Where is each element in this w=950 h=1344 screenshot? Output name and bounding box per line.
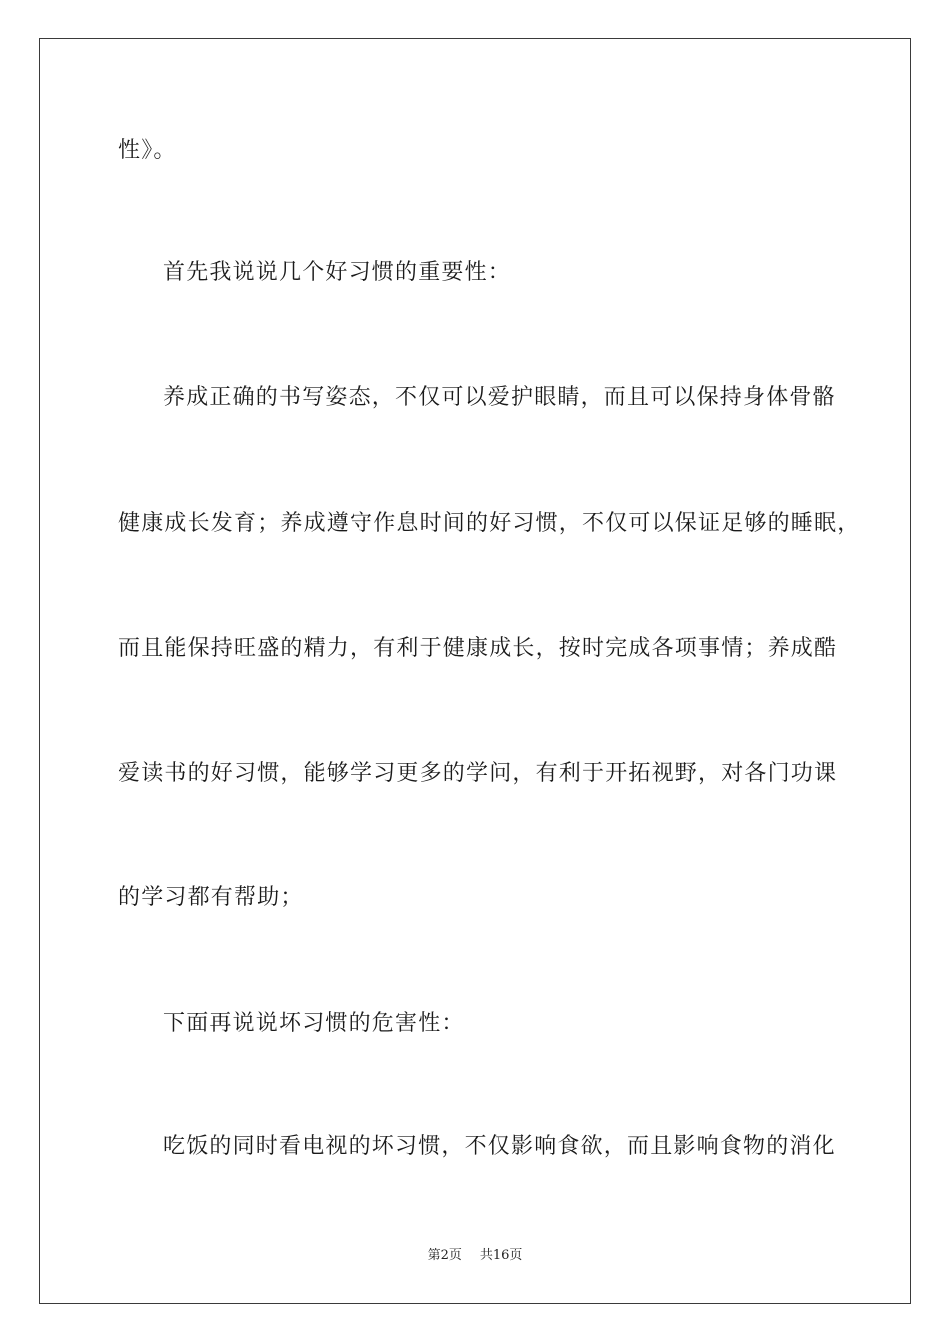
paragraph-line: 养成正确的书写姿态，不仅可以爱护眼睛，而且可以保持身体骨骼 bbox=[163, 385, 836, 410]
paragraph-line: 首先我说说几个好习惯的重要性： bbox=[163, 260, 512, 285]
page-number: 第2页 bbox=[427, 1248, 462, 1263]
page-border bbox=[39, 38, 911, 1304]
paragraph-line: 爱读书的好习惯，能够学习更多的学问，有利于开拓视野，对各门功课 bbox=[118, 761, 838, 786]
page-footer bbox=[0, 1247, 950, 1265]
paragraph-line: 吃饭的同时看电视的坏习惯，不仅影响食欲，而且影响食物的消化 bbox=[163, 1134, 836, 1159]
paragraph-line: 性》。 bbox=[118, 138, 177, 163]
paragraph-line: 下面再说说坏习惯的危害性： bbox=[163, 1011, 465, 1036]
paragraph-line: 而且能保持旺盛的精力，有利于健康成长，按时完成各项事情；养成酷 bbox=[118, 636, 838, 661]
paragraph-line: 的学习都有帮助； bbox=[118, 885, 304, 910]
paragraph-line: 健康成长发育；养成遵守作息时间的好习惯，不仅可以保证足够的睡眠， bbox=[118, 511, 861, 536]
page-total: 共16页 bbox=[479, 1248, 523, 1263]
